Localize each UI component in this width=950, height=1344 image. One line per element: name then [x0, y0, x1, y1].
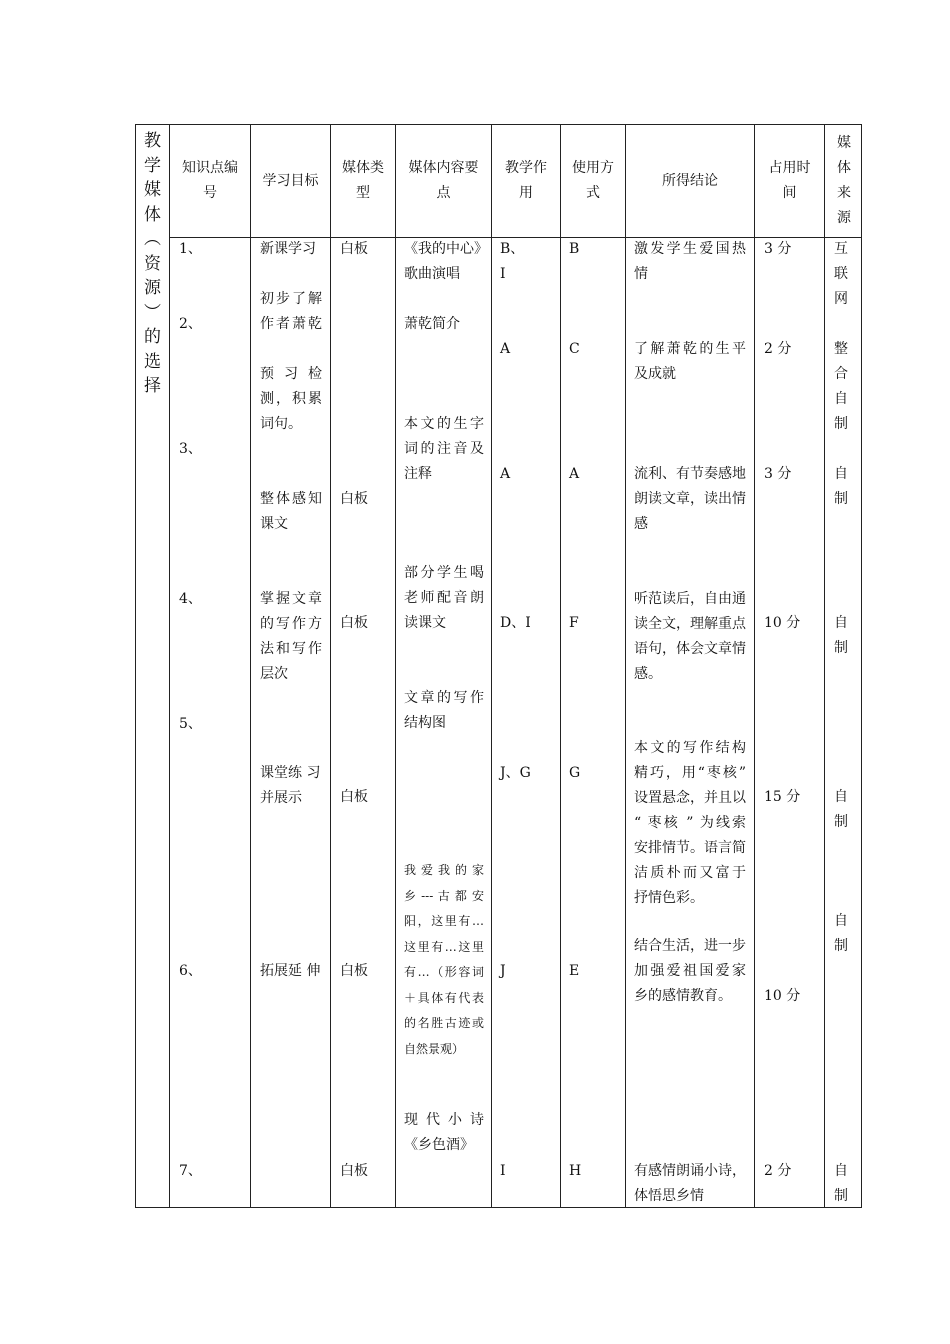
time-used: 10 分 [764, 988, 801, 1004]
header-source: 媒 体 来 源 [837, 135, 851, 226]
knowledge-number: 2、 [179, 316, 202, 332]
media-content: 《我的中心》 歌曲演唱 [404, 241, 488, 282]
column-divider [330, 125, 331, 1207]
time-used: 2 分 [764, 1163, 792, 1179]
header-usage: 使用方 式 [572, 160, 614, 201]
knowledge-number: 1、 [179, 241, 202, 257]
media-source: 整 合 自 制 [834, 341, 848, 432]
teaching-role: I [500, 1163, 506, 1179]
header-conclusion: 所得结论 [662, 172, 718, 189]
usage-mode: B [569, 241, 580, 257]
time-used: 3 分 [764, 241, 792, 257]
header-goal: 学习目标 [262, 172, 319, 189]
side-label: 教 学 媒 体 ︵ 资 源 ︶ 的 选 择 [144, 131, 161, 396]
usage-mode: A [569, 466, 580, 482]
media-source: 自 制 [834, 1163, 848, 1204]
conclusion: 本文的写作结构 精巧，用“枣核” 设置悬念，并且以 “ 枣核 ” 为线索 安排情节。语言简 洁质朴而又富于 抒情色彩。 [634, 740, 746, 906]
media-type: 白板 [340, 963, 368, 979]
learning-goal: 课堂练 习 并展示 [260, 765, 321, 806]
learning-goal: 拓展延 伸 [260, 963, 321, 979]
teaching-role: A [500, 341, 511, 357]
usage-mode: E [569, 963, 580, 979]
knowledge-number: 7、 [179, 1163, 202, 1179]
knowledge-number: 4、 [179, 591, 202, 607]
media-type: 白板 [340, 615, 368, 631]
teaching-role: J [500, 963, 506, 979]
conclusion: 听范读后，自由通 读全文，理解重点 语句，体会文章情 感。 [634, 591, 746, 682]
usage-mode: H [569, 1163, 582, 1179]
teaching-role: J、G [500, 765, 531, 781]
learning-goal: 初步了解 作者萧乾 [260, 291, 322, 332]
media-type: 白板 [340, 241, 368, 257]
knowledge-number: 6、 [179, 963, 202, 979]
time-used: 10 分 [764, 615, 801, 631]
media-source: 互 联 网 [834, 241, 848, 307]
conclusion: 流利、有节奏感地 朗读文章，读出情 感 [634, 466, 746, 532]
media-content: 萧乾简介 [404, 316, 460, 332]
teaching-role: A [500, 466, 511, 482]
column-divider [625, 125, 626, 1207]
column-divider [395, 125, 396, 1207]
header-time: 占用时 间 [768, 160, 811, 201]
time-used: 15 分 [764, 789, 801, 805]
teaching-role: D、I [500, 615, 531, 631]
learning-goal: 整体感知 课文 [260, 491, 322, 532]
media-source: 自 制 [834, 615, 848, 656]
usage-mode: C [569, 341, 580, 357]
media-type: 白板 [340, 789, 368, 805]
column-divider [824, 125, 825, 1207]
media-content: 本文的生字 词的注音及 注释 [404, 416, 484, 482]
time-used: 2 分 [764, 341, 792, 357]
column-divider [754, 125, 755, 1207]
usage-mode: F [569, 615, 579, 631]
conclusion: 有感情朗诵小诗， 体悟思乡情 [634, 1163, 746, 1204]
column-divider [169, 125, 170, 1207]
usage-mode: G [569, 765, 581, 781]
time-used: 3 分 [764, 466, 792, 482]
column-divider [250, 125, 251, 1207]
media-content: 部分学生喝 老师配音朗 读课文 [404, 565, 484, 631]
conclusion: 结合生活，进一步 加强爱祖国爱家 乡的感情教育。 [634, 938, 746, 1004]
learning-goal: 新课学习 [260, 241, 316, 257]
learning-goal: 掌握文章 的写作方 法和写作 层次 [260, 591, 322, 682]
media-content: 文章的写作 结构图 [404, 690, 484, 731]
knowledge-number: 3、 [179, 441, 202, 457]
media-type: 白板 [340, 491, 368, 507]
teaching-role: B、 I [500, 241, 525, 282]
media-source: 自 制 [834, 913, 848, 954]
media-source: 自 制 [834, 789, 848, 830]
column-divider [560, 125, 561, 1207]
header-content: 媒体内容要 点 [408, 160, 479, 201]
column-divider [491, 125, 492, 1207]
media-content: 现 代 小 诗 《乡色酒》 [404, 1112, 484, 1153]
header-knowledge-no: 知识点编 号 [182, 160, 238, 201]
header-role: 教学作 用 [505, 160, 547, 201]
media-source: 自 制 [834, 466, 848, 507]
media-content: 我 爱 我 的 家 乡 --- 古 都 安 阳，这里有… 这里有…这里 有…（形容词 ＋具体有代表 的名胜古迹或 自然景观） [404, 863, 484, 1056]
conclusion: 了解萧乾的生平 及成就 [634, 341, 746, 382]
media-selection-table [135, 124, 862, 1208]
media-type: 白板 [340, 1163, 368, 1179]
knowledge-number: 5、 [179, 716, 202, 732]
conclusion: 激发学生爱国热 情 [634, 241, 746, 282]
header-media-type: 媒体类 型 [342, 160, 384, 201]
learning-goal: 预 习 检 测，积累 词句。 [260, 366, 322, 432]
